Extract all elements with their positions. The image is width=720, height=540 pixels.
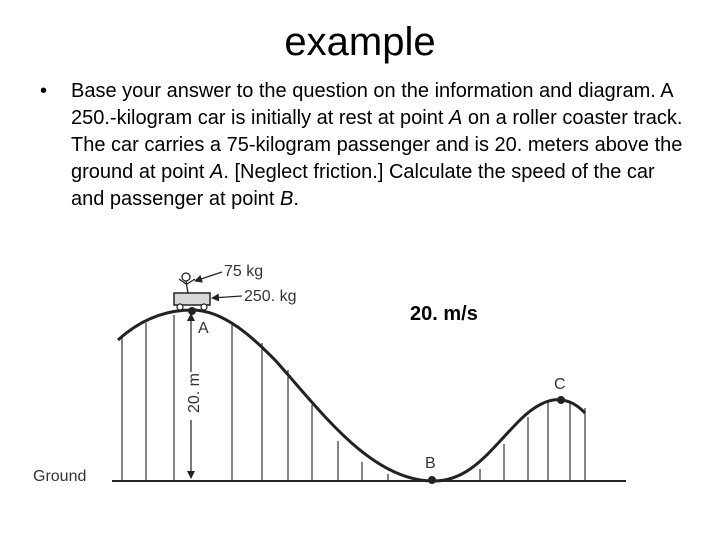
car-mass-pointer (212, 296, 242, 298)
ground-label: Ground (33, 468, 87, 485)
bullet-segment: on a roller coaster track. The car carries a 75-kilogram passenger and is 20. meters above the ground at point (71, 107, 683, 183)
point-b-marker (428, 476, 436, 484)
point-a-marker (188, 307, 196, 315)
slide-title: example (284, 20, 436, 64)
bullet-segment: . [Neglect friction.] Calculate the speed of the car and passenger at point (71, 161, 655, 210)
point-c-marker (557, 396, 565, 404)
bullet-segment-italic: A (448, 107, 463, 129)
point-b-label: B (425, 455, 436, 472)
point-c-label: C (554, 376, 566, 393)
bullet-segment-italic: B (280, 188, 294, 210)
passenger-mass-pointer (195, 272, 222, 281)
bullet-segment-italic: A (210, 161, 224, 183)
passenger-figure (179, 273, 195, 293)
passenger-mass-label: 75 kg (224, 263, 264, 280)
answer-text: 20. m/s (410, 303, 478, 325)
bullet-marker: • (40, 80, 48, 102)
height-label: 20. m (186, 372, 203, 414)
bullet-segment: . (293, 188, 299, 210)
bullet-segment: Base your answer to the question on the information and diagram. A 250.-kilogram car is initially at rest at point (71, 80, 673, 129)
car-mass-label: 250. kg (244, 288, 297, 305)
point-a-label: A (198, 320, 209, 337)
